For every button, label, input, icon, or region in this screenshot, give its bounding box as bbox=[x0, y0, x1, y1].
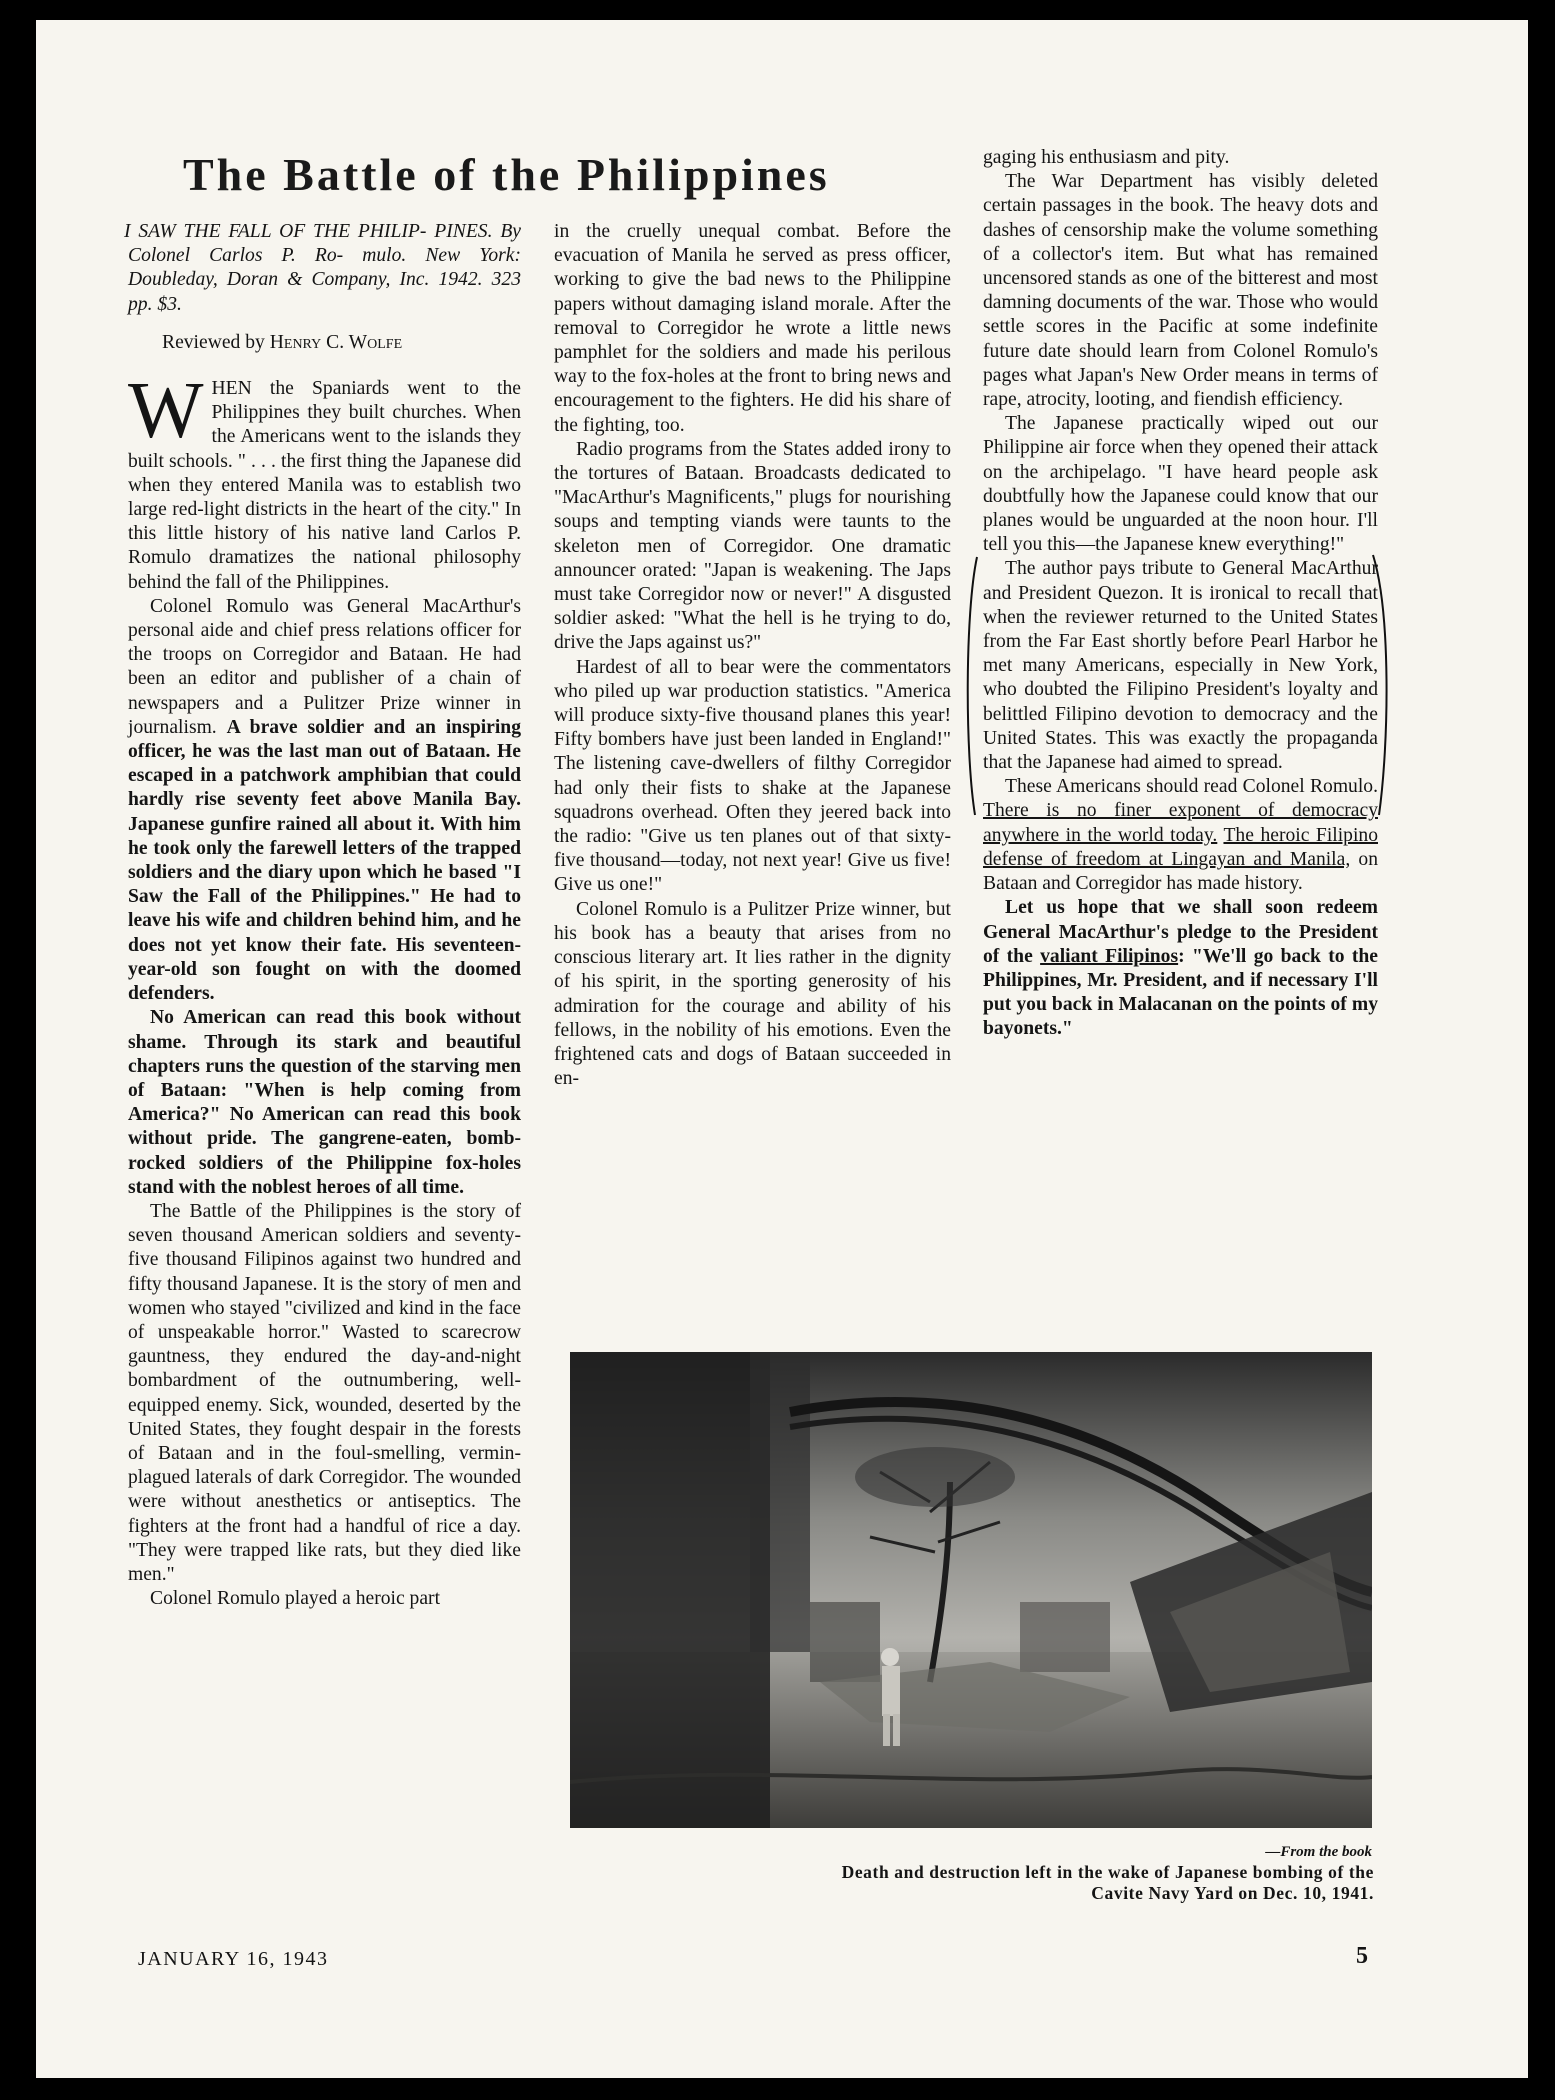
book-info-line: mulo. New York: Doubleday, Doran bbox=[128, 245, 521, 291]
paragraph: Colonel Romulo is a Pulitzer Prize winner, but his book has a beauty that arises from no conscious literary art. It lies rather in the dignity of his spirit, in the sporting generosity of his admiration for the courage and ability of his fellows, in the nobility of his emotions. Even the frightened cats and dogs of Bataan succeeded in en- bbox=[554, 898, 951, 1090]
paragraph: The author pays tribute to General MacArthur and President Quezon. It is ironical to recall that when the reviewer returned to the United States from the Far East shortly before Pearl Harbor he met many Americans, especially in New York, who doubted the Filipino President's loyalty and belittled Filipino devotion to democracy and the United States. This was exactly the propaganda that the Japanese had aimed to spread. bbox=[983, 558, 1378, 774]
paragraph: Radio programs from the States added irony to the tortures of Bataan. Broadcasts dedicated to "MacArthur's Magnificents," plugs for nourishing soups and tempting viands were taunts to the skeleton men of Corregidor. One dramatic announcer orated: "Japan is weakening. The Japs must take Corregidor now or never!" A disgusted soldier asked: "What the hell is he trying to do, drive the Japs against us?" bbox=[554, 438, 951, 654]
paragraph bbox=[983, 896, 1378, 1041]
underlined-text: The heroic Filipino defense of freedom at Lingayan and Manila, bbox=[983, 824, 1378, 870]
paragraph-text: Let us hope that we shall soon redeem General MacArthur's pledge to the President of the bbox=[983, 897, 1378, 967]
page-number: 5 bbox=[1356, 1943, 1368, 1969]
underlined-text: valiant Filipinos bbox=[1040, 945, 1179, 967]
drop-cap: W bbox=[128, 367, 204, 456]
book-info bbox=[124, 220, 522, 317]
paragraph: in the cruelly unequal combat. Before the evacuation of Manila he served as press officer, working to give the bad news to the Philippine papers without damaging island morale. After the removal to Corregidor he wrote a little news pamphlet for the soldiers and made his perilous way to the fox-holes at the front to bring news and encouragement to the fighters. He did his share of the fighting, too. bbox=[554, 221, 951, 436]
paragraph: No American can read this book without shame. Through its stark and beautiful chapters runs the question of the starving men of Bataan: "When is help coming from America?" No American can read this book without pride. The gangrene-eaten, bomb-rocked soldiers of the Philippine fox-holes stand with the noblest heroes of all time. bbox=[128, 1007, 521, 1198]
news-photo bbox=[570, 1352, 1372, 1828]
paragraph: Hardest of all to bear were the commentators who piled up war production statistics. "America will produce sixty-five thousand planes this year! Fifty bombers have just been landed in England!" The listening cave-dwellers of filthy Corregidor had only their fists to shake at the Japanese squadrons overhead. Often they jeered back into the radio: "Give us ten planes out of that sixty-five thousand—today, not next year! Give us five! Give us one!" bbox=[554, 656, 951, 896]
destroyed-navy-yard-image bbox=[570, 1352, 1372, 1828]
reviewer-prefix: Reviewed by bbox=[162, 331, 265, 353]
paragraph: The Battle of the Philippines is the story of seven thousand American soldiers and seventy-five thousand Filipinos against two hundred and fifty thousand Japanese. It is the story of men and women who stayed "civilized and kind in the face of unspeakable horror." Wasted to scarecrow gauntness, they endured the day-and-night bombardment of the outnumbering, well-equipped enemy. Sick, wounded, deserted by the United States, they fought despair in the forests of Bataan and in the foul-smelling, vermin-plagued laterals of dark Corregidor. The wounded were without anesthetics or antiseptics. The fighters at the front had a handful of rice a day. "They were trapped like rats, but they died like men." bbox=[128, 1200, 521, 1585]
issue-date: JANUARY 16, 1943 bbox=[138, 1948, 329, 1970]
photo-caption: Death and destruction left in the wake of Japanese bombing of the Cavite Navy Yard on Dec. 10, 1941. bbox=[841, 1862, 1374, 1903]
book-info-line: & Company, Inc. 1942. 323 pp. $3. bbox=[128, 269, 521, 315]
underlined-text: There is no finer exponent of democracy anywhere in the world today. bbox=[983, 800, 1378, 846]
book-info-line: PINES. By Colonel Carlos P. Ro- bbox=[128, 221, 522, 267]
paragraph-text: : "We'll go back to the Philippines, Mr. President, and if necessary I'll put you back in Malacanan on the points of my bayonets." bbox=[983, 945, 1379, 1040]
photo-credit: —From the book bbox=[1265, 1844, 1372, 1860]
paragraph-text: HEN the Spaniards went to the Philippines they built churches. When the Americans went to the islands they built schools. " . . . the first thing the Japanese did when they entered Manila was to establish two large red-light districts in the heart of the city." In this little history of his native land Carlos P. Romulo dramatizes the national philosophy behind the fall of the Philippines. bbox=[128, 378, 521, 593]
column-2 bbox=[554, 220, 951, 1091]
book-info-line: I SAW THE FALL OF THE PHILIP- bbox=[124, 221, 427, 242]
reviewer-name: Henry C. Wolfe bbox=[269, 331, 403, 353]
article-title: The Battle of the Philippines bbox=[183, 149, 830, 200]
paragraph bbox=[128, 595, 521, 1006]
column-3 bbox=[983, 146, 1378, 1042]
paragraph-text: Colonel Romulo was General MacArthur's personal aide and chief press relations officer for the troops on Corregidor and Bataan. He had been an editor and publisher of a chain of newspapers and a Pulitzer Prize winner in journalism. bbox=[128, 595, 521, 738]
paragraph-text: on Bataan and Corregidor has made history. bbox=[983, 848, 1378, 895]
lead-paragraph bbox=[128, 367, 521, 595]
paragraph: Colonel Romulo played a heroic part bbox=[150, 1588, 441, 1610]
paragraph: gaging his enthusiasm and pity. bbox=[983, 147, 1230, 168]
paragraph-text: A brave soldier and an inspiring officer, he was the last man out of Bataan. He escaped in a patchwork amphibian that could hardly rise seventy feet above Manila Bay. Japanese gunfire rained all about it. With him he took only the farewell letters of the trapped soldiers and the diary upon which he based "I Saw the Fall of the Philippines." He had to leave his wife and children behind him, and he does not yet know their fate. His seventeen-year-old son fought on with the doomed defenders. bbox=[128, 716, 521, 1005]
paragraph bbox=[983, 775, 1378, 896]
column-1 bbox=[124, 220, 522, 1611]
paragraph: The War Department has visibly deleted certain passages in the book. The heavy dots and dashes of censorship make the volume something of a collector's item. But what has remained uncensored stands as one of the bitterest and most damning documents of the war. Those who would settle scores in the Pacific at some indefinite future date should learn from Colonel Romulo's pages what Japan's New Order means in terms of rape, atrocity, looting, and fiendish efficiency. bbox=[983, 171, 1378, 411]
paragraph: The Japanese practically wiped out our Philippine air force when they opened their attack on the archipelago. "I have heard people ask doubtfully how the Japanese could know that our planes would be unguarded at the noon hour. I'll tell you this—the Japanese knew everything!" bbox=[983, 413, 1378, 556]
reviewer-line bbox=[128, 331, 521, 355]
bracketed-passage bbox=[983, 557, 1378, 775]
paragraph-text: These Americans should read Colonel Romulo. bbox=[1005, 776, 1378, 798]
